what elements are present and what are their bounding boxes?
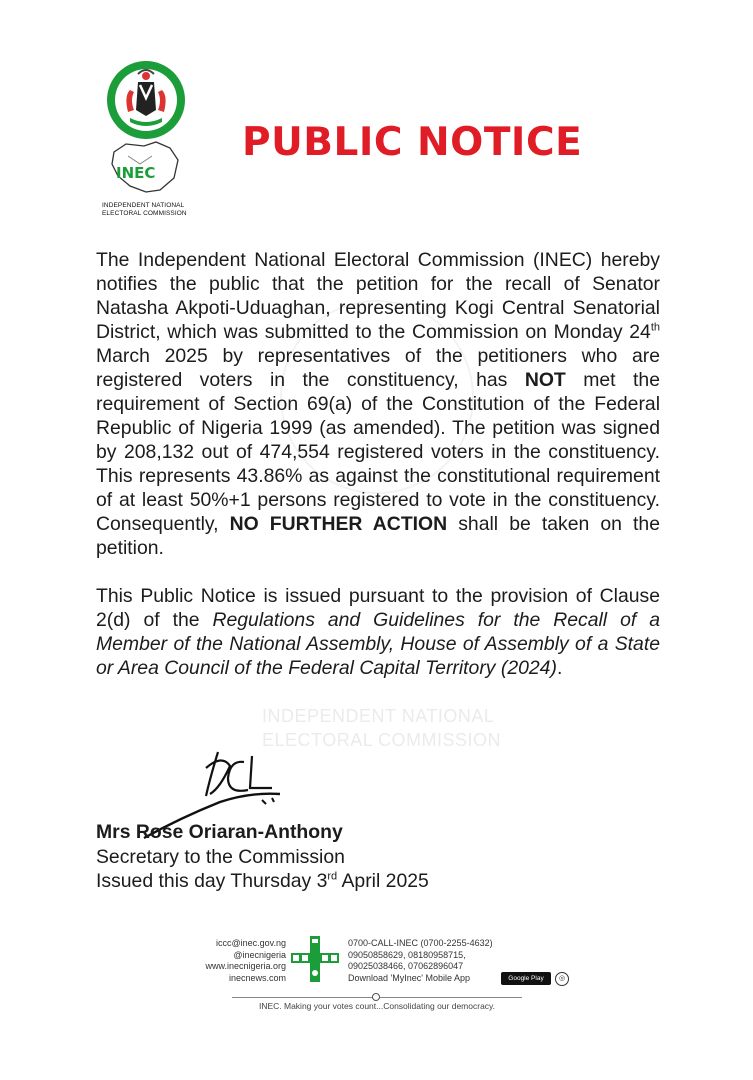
issue-date-text-b: April 2025	[337, 870, 429, 892]
web-icon[interactable]	[312, 970, 318, 976]
footer-phone-numbers-2: 09025038466, 07062896047	[348, 961, 464, 971]
footer-call-line: 0700-CALL-INEC (0700-2255-4632)	[348, 938, 493, 948]
phone-icon[interactable]	[331, 955, 337, 961]
footer-phone-numbers-1: 09050858629, 08180958715,	[348, 949, 466, 960]
signatory-role: Secretary to the Commission	[96, 845, 345, 868]
coat-of-arms-icon	[100, 60, 192, 220]
issue-date-text-a: Issued this day Thursday 3	[96, 870, 328, 892]
google-play-icon[interactable]: Google Play	[501, 972, 551, 985]
logo-caption	[102, 202, 202, 218]
logo-caption-line-2: ELECTORAL COMMISSION	[102, 210, 187, 217]
logo-caption-line-1: INDEPENDENT NATIONAL	[102, 202, 185, 209]
paragraph-1	[96, 248, 660, 560]
p1-text-d: shall be taken on the petition.	[96, 513, 660, 559]
signatory-block	[96, 820, 429, 894]
facebook-icon[interactable]	[322, 955, 328, 961]
footer-download-app: Download 'MyInec' Mobile App	[348, 972, 471, 983]
footer-contacts-left	[150, 938, 286, 984]
twitter-icon[interactable]	[293, 955, 299, 961]
footer-social-handle[interactable]: @inecnigeria	[233, 949, 286, 960]
footer-tagline: INEC. Making your votes count...Consolidating our democracy.	[258, 1001, 496, 1011]
footer-website-link[interactable]: www.inecnigeria.org	[205, 961, 286, 971]
footer-social-icons	[291, 936, 339, 982]
watermark-line-2: ELECTORAL COMMISSION	[262, 730, 502, 750]
footer-email-link[interactable]: iccc@inec.gov.ng	[215, 938, 286, 948]
p2-italic-regulation-title: Regulations and Guidelines for the Recall of a Member of the National Assembly, House of Assembly of a State or Area Council of the Federal Capital Territory (2024)	[96, 609, 660, 679]
inec-logo	[100, 60, 192, 220]
p2-text-b: .	[556, 657, 563, 679]
issue-date-superscript: rd	[327, 870, 338, 883]
notice-body	[96, 248, 660, 704]
app-circle-icon[interactable]: ◎	[555, 972, 569, 986]
footer-divider-dot	[372, 993, 380, 1001]
issue-date	[96, 869, 429, 894]
p1-text-a: The Independent National Electoral Commission (INEC) hereby notifies the public that the petition for the recall of Senator Natasha Akpoti-Uduaghan, representing Kogi Central Senatorial District, which was submitted to the Commission on Monday 24	[96, 249, 660, 343]
email-icon[interactable]	[312, 939, 318, 943]
p1-text-c: met the requirement of Section 69(a) of the Constitution of the Federal Republic of Nigeria 1999 (as amended). The petition was signed by 208,132 out of 474,554 registered voters in the constituency. This represents 43.86% as against the constitutional requirement of at least 50%+1 persons registered to vote in the constituency. Consequently,	[96, 369, 660, 535]
paragraph-2	[96, 584, 660, 680]
p1-superscript: th	[650, 321, 660, 334]
signatory-name: Mrs Rose Oriaran-Anthony	[96, 821, 343, 843]
footer-news-link[interactable]: inecnews.com	[228, 972, 286, 983]
instagram-icon[interactable]	[302, 955, 308, 961]
watermark-line-1: INDEPENDENT NATIONAL	[262, 706, 495, 726]
p1-bold-no-further-action: NO FURTHER ACTION	[229, 513, 448, 535]
watermark-text	[262, 704, 522, 752]
logo-mark-text: INEC	[116, 164, 156, 182]
p1-bold-not: NOT	[524, 369, 566, 391]
page-title: PUBLIC NOTICE	[242, 120, 583, 165]
p2-text-a: This Public Notice is issued pursuant to the provision of Clause 2(d) of the	[96, 585, 660, 631]
p1-text-b: March 2025 by representatives of the petitioners who are registered voters in the constituency, has	[96, 345, 660, 391]
footer	[0, 936, 753, 1016]
